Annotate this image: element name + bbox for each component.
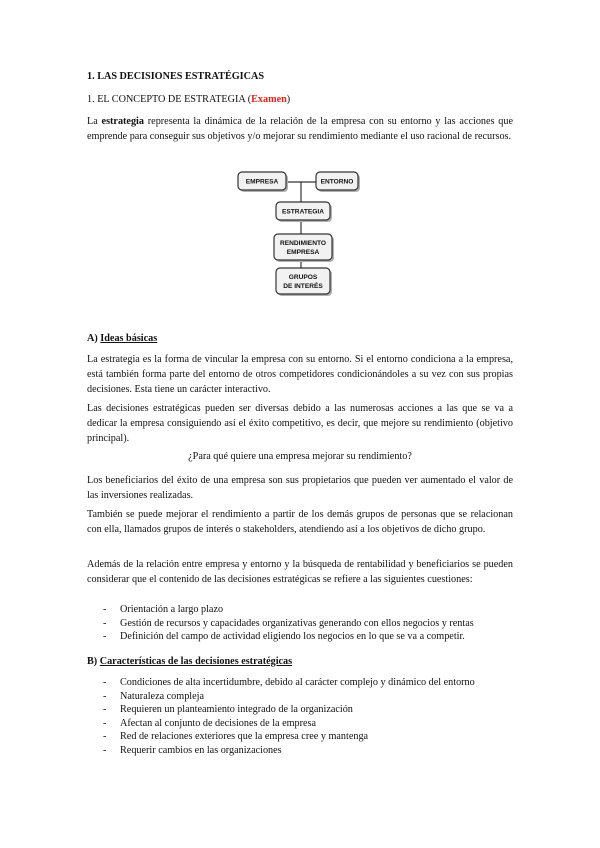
- list-item: [87, 676, 513, 690]
- list-item: [87, 730, 513, 744]
- label-grupos-2: DE INTERÉS: [283, 283, 323, 290]
- subsection-heading: [87, 92, 513, 107]
- section-a-list: [87, 603, 513, 644]
- label-estrategia: ESTRATEGIA: [281, 208, 325, 216]
- exam-tag: Examen: [251, 94, 287, 105]
- list-item-text: Afectan al conjunto de decisiones de la empresa: [120, 717, 317, 729]
- intro-rest: representa la dinámica de la relación de la empresa con su entorno y las acciones que emprende para conseguir sus objetivos y/o mejorar su rendimiento mediante el uso racional de recursos.: [87, 116, 513, 142]
- section-a-paragraph-4: También se puede mejorar el rendimiento a partir de los demás grupos de personas que se relacionan con ella, llamados grupos de interés o stakeholders, atendiendo así a los objetivos de dicho grupo.: [87, 509, 513, 535]
- list-item-text: Red de relaciones exteriores que la empresa cree y mantenga: [120, 731, 369, 743]
- label-entorno: ENTORNO: [320, 178, 354, 186]
- bullet-dash: -: [103, 717, 107, 729]
- bullet-dash: -: [103, 744, 107, 756]
- box-estrategia: [276, 202, 332, 222]
- subheading-prefix: 1. EL CONCEPTO DE ESTRATEGIA (: [87, 94, 252, 105]
- list-item-text: Gestión de recursos y capacidades organizativas generando con ellos negocios y rentas: [120, 617, 474, 629]
- list-item-text: Orientación a largo plazo: [120, 604, 224, 615]
- section-a-title: Ideas básicas: [100, 333, 158, 344]
- list-item: [87, 617, 513, 631]
- section-b-heading: [87, 654, 513, 669]
- list-item-text: Naturaleza compleja: [120, 690, 204, 702]
- section-a-paragraph-2: Las decisiones estratégicas pueden ser diversas debido a las numerosas acciones a las que se va a dedicar la empresa consiguiendo así el éxito competitivo, es decir, que mejore su rendimiento (objetivo principal).: [87, 403, 513, 444]
- list-item: [87, 690, 513, 704]
- list-item: [87, 744, 513, 758]
- box-grupos: [276, 268, 332, 296]
- section-a-question: ¿Para qué quiere una empresa mejorar su rendimiento?: [188, 451, 412, 462]
- section-a-paragraph-3: Los beneficiarios del éxito de una empresa son sus propietarios que pueden ver aumentado el valor de las inversiones realizadas.: [87, 475, 513, 501]
- subheading-suffix: ): [286, 94, 291, 105]
- section-a-paragraph-1: La estrategia es la forma de vincular la empresa con su entorno. Si el entorno condiciona a la empresa, está también forma parte del entorno de otros competidores condicionándoles a su vez con sus propias decisiones. Esta tiene un carácter interactivo.: [87, 354, 513, 395]
- list-item-text: Definición del campo de actividad eligiendo los negocios en lo que se va a competir.: [120, 631, 465, 643]
- bullet-dash: -: [103, 731, 107, 743]
- list-item: [87, 703, 513, 717]
- list-item-text: Requerir cambios en las organizaciones: [120, 744, 282, 756]
- section-heading: 1. LAS DECISIONES ESTRATÉGICAS: [87, 71, 265, 82]
- list-item-text: Requieren un planteamiento integrado de la organización: [120, 704, 353, 716]
- section-b-title: Características de las decisiones estratégicas: [99, 656, 293, 667]
- label-empresa: EMPRESA: [245, 178, 279, 186]
- list-item: [87, 630, 513, 644]
- label-rendimiento-2: EMPRESA: [286, 249, 320, 256]
- box-rendimiento: [274, 234, 334, 262]
- section-b-letter: B): [87, 656, 100, 667]
- bullet-dash: -: [103, 704, 107, 716]
- bullet-dash: -: [103, 604, 107, 615]
- list-item: [87, 603, 513, 617]
- intro-paragraph: [87, 114, 513, 144]
- bullet-dash: -: [103, 617, 107, 629]
- section-a-heading: [87, 331, 513, 346]
- section-b-list: [87, 676, 513, 758]
- box-empresa: [238, 172, 288, 192]
- intro-term: estrategia: [101, 116, 144, 127]
- bullet-dash: -: [103, 677, 107, 688]
- box-entorno: [316, 172, 360, 192]
- label-rendimiento-1: RENDIMIENTO: [279, 240, 327, 247]
- list-item-text: Condiciones de alta incertidumbre, debido al carácter complejo y dinámico del entorno: [120, 677, 475, 688]
- label-grupos-1: GRUPOS: [288, 274, 318, 281]
- intro-pre: La: [87, 116, 102, 127]
- strategy-diagram: [236, 168, 364, 298]
- section-a-letter: A): [87, 333, 101, 344]
- bullet-dash: -: [103, 690, 107, 702]
- list-item: [87, 717, 513, 731]
- bullet-dash: -: [103, 631, 107, 643]
- section-a-paragraph-5: Además de la relación entre empresa y entorno y la búsqueda de rentabilidad y beneficiarios se pueden considerar que el contenido de las decisiones estratégicas se refiere a las siguientes cuestiones:: [87, 559, 513, 585]
